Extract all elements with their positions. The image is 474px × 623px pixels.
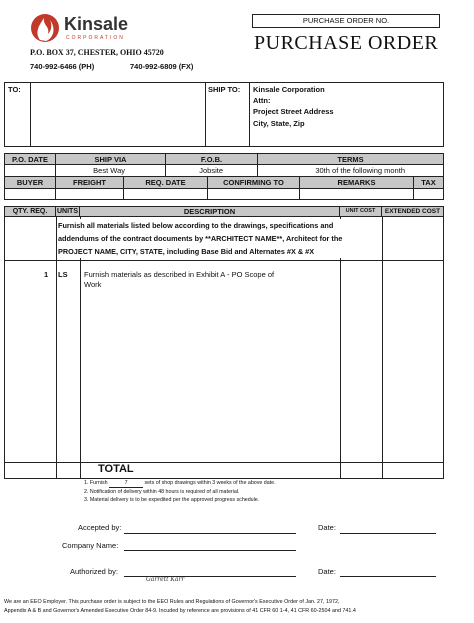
- note-1-prefix: 1. Furnish: [84, 480, 108, 486]
- header-terms: TERMS: [258, 153, 444, 165]
- logo-subtitle: CORPORATION: [66, 35, 125, 41]
- remarks-value[interactable]: [300, 189, 414, 200]
- company-address: P.O. BOX 37, CHESTER, OHIO 45720: [30, 48, 164, 57]
- line-item-qty[interactable]: 1: [44, 270, 49, 279]
- po-date-value[interactable]: [4, 165, 56, 177]
- company-name-field[interactable]: [124, 550, 296, 551]
- company-logo: [30, 10, 170, 46]
- note-3: 3. Material delivery is to be expedited per the approved progress schedule.: [84, 497, 260, 503]
- intro-text: [58, 219, 376, 258]
- ship-via-value[interactable]: Best Way: [56, 165, 166, 177]
- header-po-date: P.O. DATE: [4, 153, 56, 165]
- header-tax: TAX: [414, 177, 444, 189]
- logo-name: Kinsale: [64, 14, 129, 34]
- accepted-date-field[interactable]: [340, 533, 436, 534]
- intro-line-3: PROJECT NAME, CITY, STATE, including Base Bid and Alternates #X & #X: [58, 247, 315, 256]
- po-number-field[interactable]: [385, 14, 440, 28]
- header-ship-via: SHIP VIA: [56, 153, 166, 165]
- buyer-value[interactable]: [4, 189, 56, 200]
- ship-to-line-3: Project Street Address: [253, 107, 334, 117]
- header-req-date: REQ. DATE: [124, 177, 208, 189]
- terms-value[interactable]: 30th of the following month: [258, 165, 444, 177]
- ship-to-label: SHIP TO:: [208, 85, 241, 94]
- header-remarks: REMARKS: [300, 177, 414, 189]
- fob-value[interactable]: Jobsite: [166, 165, 258, 177]
- footer-legal: [4, 598, 356, 616]
- authorized-date-field[interactable]: [340, 576, 436, 577]
- header-confirming-to: CONFIRMING TO: [208, 177, 300, 189]
- header-qty-req: QTY. REQ.: [4, 206, 56, 217]
- header-fob: F.O.B.: [166, 153, 258, 165]
- intro-line-1: Furnish all materials listed below according to the drawings, specifications and: [58, 221, 334, 230]
- header-unit-cost: UNIT COST: [340, 206, 382, 217]
- note-1: [84, 479, 276, 488]
- intro-line-2: addendums of the contract documents by **ARCHITECT NAME**, Architect for the: [58, 234, 343, 243]
- note-1-count[interactable]: 7: [109, 479, 143, 488]
- total-label: TOTAL: [98, 463, 134, 475]
- req-date-value[interactable]: [124, 189, 208, 200]
- confirming-to-value[interactable]: [208, 189, 300, 200]
- authorized-signature: Garrett Karr: [146, 576, 185, 583]
- tax-value[interactable]: [414, 189, 444, 200]
- freight-value[interactable]: [56, 189, 124, 200]
- accepted-date-label: Date:: [318, 523, 336, 532]
- line-item-description[interactable]: [84, 270, 274, 290]
- ship-to-line-2: Attn:: [253, 96, 271, 106]
- company-name-label: Company Name:: [62, 541, 119, 550]
- header-freight: FREIGHT: [56, 177, 124, 189]
- accepted-by-field[interactable]: [124, 533, 296, 534]
- header-buyer: BUYER: [4, 177, 56, 189]
- header-units: UNITS: [57, 208, 78, 215]
- to-address-field[interactable]: [32, 84, 202, 144]
- flame-logo-icon: [30, 10, 60, 44]
- ship-to-address: [253, 84, 334, 129]
- footer-line-1: We are an EEO Employer. This purchase order is subject to the EEO Rules and Regulations of Governor's Executive Order of Jan. 27, 1972,: [4, 599, 340, 605]
- page-title: PURCHASE ORDER: [254, 32, 439, 54]
- line-item-desc-line-2: Work: [84, 280, 102, 289]
- header-description: DESCRIPTION: [80, 206, 340, 217]
- note-1-suffix: sets of shop drawings within 3 weeks of the above date.: [144, 480, 276, 486]
- company-phone: 740-992-6466 (PH): [30, 62, 95, 71]
- line-item-unit[interactable]: LS: [58, 270, 68, 279]
- ship-to-line-4: City, State, Zip: [253, 118, 305, 128]
- line-item-desc-line-1: Furnish materials as described in Exhibit A - PO Scope of: [84, 270, 275, 279]
- company-fax: 740-992-6809 (FX): [130, 62, 194, 71]
- accepted-by-label: Accepted by:: [78, 523, 122, 532]
- to-label: TO:: [8, 85, 21, 94]
- note-2: 2. Notification of delivery within 48 hours is required of all material.: [84, 489, 240, 495]
- authorized-date-label: Date:: [318, 567, 336, 576]
- footer-line-2: Appendix A & B and Governor's Amended Executive Order 84-9. Incuded by reference are provisions of 41 CFR 60 1-4, 41 CFR 60-2504 and 741.4: [4, 608, 356, 614]
- header-extended-cost: EXTENDED COST: [382, 206, 444, 217]
- po-number-label: PURCHASE ORDER NO.: [302, 16, 390, 25]
- ship-to-line-1: Kinsale Corporation: [253, 85, 325, 94]
- authorized-by-label: Authorized by:: [70, 567, 118, 576]
- total-value[interactable]: [384, 464, 442, 477]
- notes: [84, 479, 276, 504]
